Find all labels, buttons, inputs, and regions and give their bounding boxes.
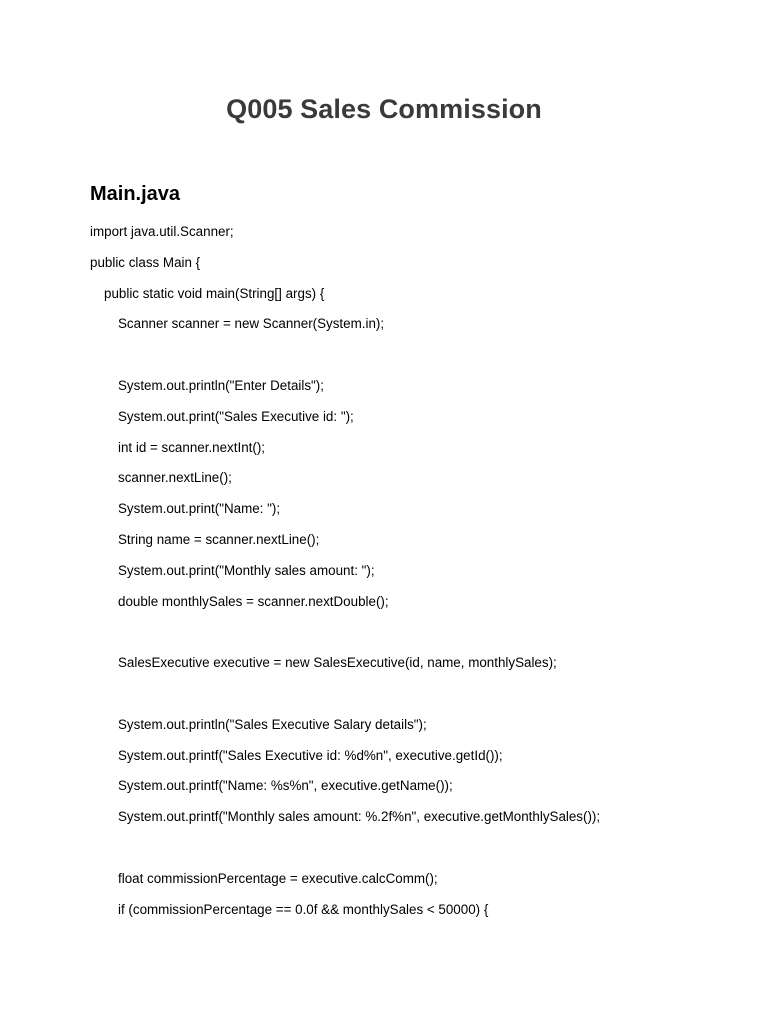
code-line: System.out.println("Sales Executive Salary details");	[118, 716, 427, 732]
code-line: scanner.nextLine();	[118, 470, 232, 486]
code-line: System.out.printf("Monthly sales amount: %.2f%n", executive.getMonthlySales());	[118, 809, 601, 825]
code-line: System.out.print("Monthly sales amount: ");	[118, 562, 375, 578]
code-line: if (commissionPercentage == 0.0f && monthlySales < 50000) {	[118, 901, 489, 917]
code-line: System.out.print("Name: ");	[118, 501, 281, 517]
blank-line	[90, 622, 730, 653]
section-heading-main-java: Main.java	[90, 183, 181, 205]
code-line: System.out.printf("Name: %s%n", executive.getName());	[118, 778, 453, 794]
blank-line	[90, 838, 730, 869]
code-block	[90, 222, 730, 930]
code-line: public static void main(String[] args) {	[104, 285, 325, 301]
code-line: double monthlySales = scanner.nextDouble();	[118, 593, 389, 609]
blank-line	[90, 345, 730, 376]
code-line: import java.util.Scanner;	[90, 224, 234, 239]
code-line: public class Main {	[90, 254, 201, 270]
code-line: Scanner scanner = new Scanner(System.in);	[118, 316, 385, 332]
page-title: Q005 Sales Commission	[226, 94, 542, 124]
code-line: System.out.print("Sales Executive id: ");	[118, 408, 354, 424]
blank-line	[90, 684, 730, 715]
code-line: int id = scanner.nextInt();	[118, 439, 266, 455]
code-line: float commissionPercentage = executive.calcComm();	[118, 870, 438, 886]
code-line: System.out.println("Enter Details");	[118, 377, 324, 393]
code-line: String name = scanner.nextLine();	[118, 531, 320, 547]
code-line: System.out.printf("Sales Executive id: %d%n", executive.getId());	[118, 747, 503, 763]
code-line: SalesExecutive executive = new SalesExecutive(id, name, monthlySales);	[118, 655, 557, 671]
